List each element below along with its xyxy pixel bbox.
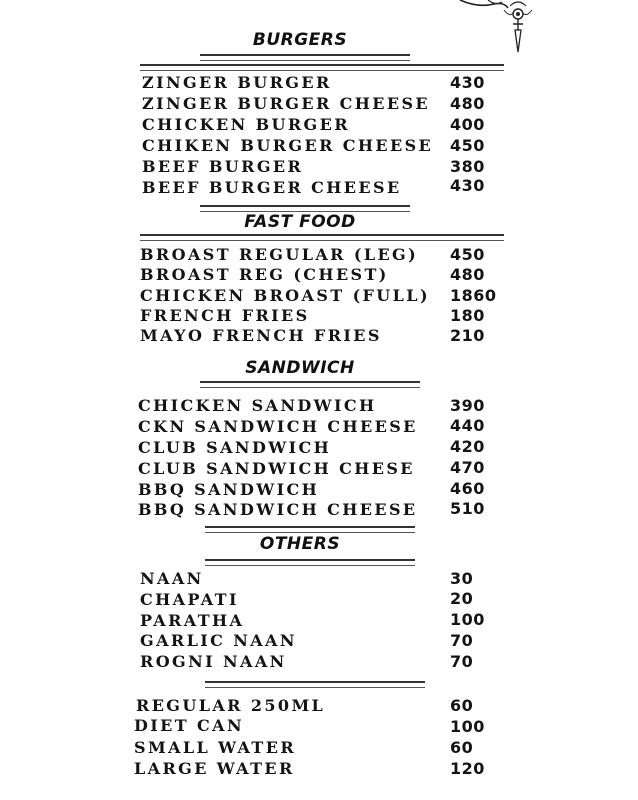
menu-price: 120 <box>450 759 485 778</box>
section-rule <box>200 205 410 212</box>
menu-price: 70 <box>450 631 474 650</box>
menu-item: ROGNI NAAN <box>140 652 287 671</box>
section-rule <box>200 381 420 388</box>
menu-item: FRENCH FRIES <box>140 306 310 325</box>
menu-price: 450 <box>450 136 485 155</box>
menu-item: MAYO FRENCH FRIES <box>140 326 382 345</box>
menu-price: 100 <box>450 717 485 736</box>
menu-item: CLUB SANDWICH <box>138 438 332 457</box>
section-heading-sandwich: SANDWICH <box>245 358 355 378</box>
menu-price: 1860 <box>450 286 497 305</box>
section-rule <box>200 54 410 61</box>
menu-item: REGULAR 250ML <box>136 696 326 715</box>
menu-price: 20 <box>450 589 474 608</box>
menu-price: 100 <box>450 610 485 629</box>
menu-item: DIET CAN <box>134 716 245 735</box>
section-rule <box>140 64 504 71</box>
menu-item: BBQ SANDWICH CHEESE <box>138 500 418 519</box>
menu-price: 470 <box>450 458 485 477</box>
section-heading-burgers: BURGERS <box>252 30 348 50</box>
menu-item: BEEF BURGER <box>142 157 304 176</box>
menu-price: 430 <box>450 73 485 92</box>
menu-price: 60 <box>450 738 474 757</box>
menu-item: GARLIC NAAN <box>140 631 297 650</box>
menu-item: CHICKEN BROAST (FULL) <box>140 286 430 305</box>
menu-item: CLUB SANDWICH CHESE <box>138 459 415 478</box>
menu-item: LARGE WATER <box>134 759 295 778</box>
menu-item: CHAPATI <box>140 590 239 609</box>
menu-price: 480 <box>450 265 485 284</box>
menu-item: BBQ SANDWICH <box>138 480 320 499</box>
menu-item: NAAN <box>140 569 204 588</box>
menu-item: BROAST REGULAR (LEG) <box>140 245 419 264</box>
menu-price: 400 <box>450 115 485 134</box>
menu-price: 480 <box>450 94 485 113</box>
menu-price: 70 <box>450 652 474 671</box>
menu-price: 440 <box>450 416 485 435</box>
section-rule <box>205 559 415 566</box>
menu-price: 210 <box>450 326 485 345</box>
section-rule <box>140 234 504 241</box>
menu-item: ZINGER BURGER <box>142 73 332 92</box>
menu-price: 420 <box>450 437 485 456</box>
menu-price: 460 <box>450 479 485 498</box>
section-heading-others: OTHERS <box>259 534 341 554</box>
menu-item: CKN SANDWICH CHEESE <box>138 417 418 436</box>
ornament-flourish-icon <box>458 0 538 56</box>
menu-price: 390 <box>450 396 485 415</box>
menu-price: 180 <box>450 306 485 325</box>
menu-price: 430 <box>450 176 485 195</box>
section-heading-fast-food: FAST FOOD <box>244 212 356 232</box>
menu-item: SMALL WATER <box>134 738 297 757</box>
menu-price: 60 <box>450 696 474 715</box>
menu-price: 510 <box>450 499 485 518</box>
menu-item: ZINGER BURGER CHEESE <box>142 94 431 113</box>
menu-price: 30 <box>450 569 474 588</box>
menu-price: 450 <box>450 245 485 264</box>
menu-item: BEEF BURGER CHEESE <box>142 178 402 197</box>
menu-item: CHICKEN BURGER <box>142 115 350 134</box>
menu-price: 380 <box>450 157 485 176</box>
section-rule <box>205 681 425 688</box>
section-rule <box>205 526 415 533</box>
menu-item: PARATHA <box>140 611 245 630</box>
menu-item: CHICKEN SANDWICH <box>138 396 377 415</box>
menu-item: BROAST REG (CHEST) <box>140 265 389 284</box>
menu-item: CHIKEN BURGER CHEESE <box>142 136 434 155</box>
